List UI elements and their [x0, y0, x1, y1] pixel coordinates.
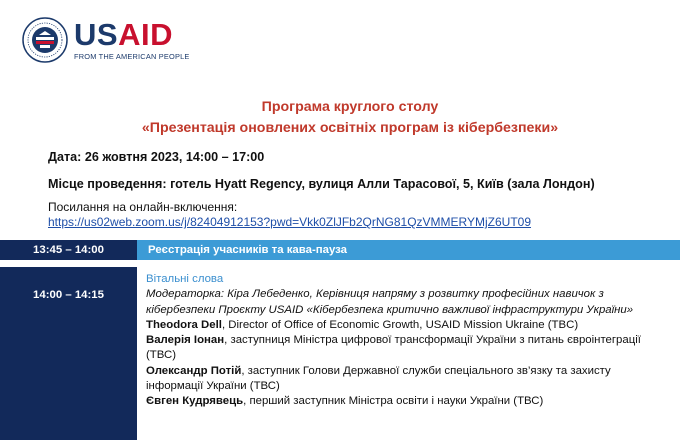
brand-us: US	[74, 17, 119, 52]
session-heading: Вітальні слова	[146, 273, 224, 285]
schedule-label: Реєстрація учасників та кава-пауза	[137, 240, 680, 260]
speaker-line	[146, 318, 666, 333]
usaid-logo	[22, 17, 190, 63]
speaker-line	[146, 333, 666, 364]
speaker-name: Олександр Потій	[146, 364, 242, 377]
zoom-link[interactable]: https://us02web.zoom.us/j/82404912153?pwd=Vkk0ZlJFb2QrNG81QzVMMERYMjZ6UT09	[48, 215, 532, 229]
brand-name	[74, 19, 190, 50]
usaid-wordmark	[74, 19, 190, 61]
speaker-line	[146, 394, 666, 409]
brand-tagline: FROM THE AMERICAN PEOPLE	[74, 52, 190, 61]
speaker-role: , Director of Office of Economic Growth, USAID Mission Ukraine (TBC)	[221, 318, 579, 331]
speaker-name: Євген Кудрявець	[146, 395, 244, 408]
program-subtitle: «Презентація оновлених освітніх програм із кібербезпеки»	[141, 120, 559, 136]
online-link-label: Посилання на онлайн-включення:	[48, 200, 238, 214]
speaker-role: , заступник Голови Державної служби спеціального зв’язку та захисту інформації України (ТВС)	[146, 364, 611, 393]
speaker-line	[146, 364, 666, 395]
schedule-time-cell	[0, 267, 137, 440]
event-date: Дата: 26 жовтня 2023, 14:00 – 17:00	[48, 150, 265, 164]
schedule-time: 13:45 – 14:00	[0, 240, 137, 260]
speaker-role: , перший заступник Міністра освіти і науки України (ТВС)	[243, 395, 544, 408]
speaker-name: Theodora Dell	[146, 318, 222, 331]
usaid-seal-icon	[22, 17, 68, 63]
schedule-time: 14:00 – 14:15	[33, 289, 104, 301]
schedule-row-welcome	[146, 272, 666, 410]
speaker-name: Валерія Іонан	[146, 334, 225, 347]
schedule-row-registration	[0, 240, 700, 260]
speaker-role: , заступниця Міністра цифрової трансформації України з питань євроінтеграції (ТВС)	[146, 334, 641, 362]
moderator-line: Модераторка: Кіра Лебеденко, Керівниця напряму з розвитку професійних навичок з кібербезпеки Проєкту USAID «Кібербезпека критично важливої інфраструктури України»	[146, 288, 634, 316]
event-venue: Місце проведення: готель Hyatt Regency, вулиця Алли Тарасової, 5, Київ (зала Лондон)	[48, 177, 595, 191]
brand-aid: AID	[118, 17, 173, 52]
program-title: Програма круглого столу	[261, 99, 439, 115]
